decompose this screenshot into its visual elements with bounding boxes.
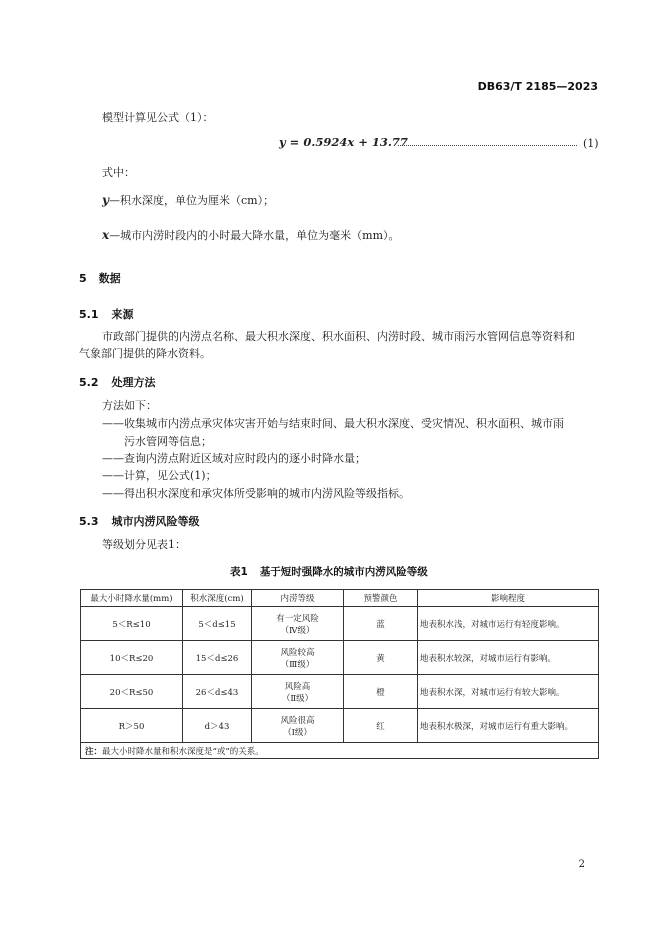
cell-level <box>252 607 344 641</box>
formula-number: (1) <box>583 137 599 150</box>
table-caption-label: 表1 <box>230 566 248 578</box>
cell-warning-color: 黄 <box>344 641 418 675</box>
section-5-number: 5 <box>79 272 87 285</box>
section-5-1-line-2: 气象部门提供的降水资料。 <box>79 347 211 360</box>
cell-level-name: 风险很高 <box>280 715 315 726</box>
formula-intro: 模型计算见公式（1）： <box>102 111 214 124</box>
variable-y-text: —积水深度，单位为厘米（cm）； <box>108 194 275 207</box>
header-impact: 影响程度 <box>418 590 599 607</box>
cell-depth: 15＜d≤26 <box>183 641 252 675</box>
table-note <box>81 743 599 759</box>
header-level: 内涝等级 <box>252 590 344 607</box>
cell-rainfall: 20＜R≤50 <box>81 675 183 709</box>
cell-impact: 地表积水浅，对城市运行有轻度影响。 <box>418 607 599 641</box>
variable-x-text: —城市内涝时段内的小时最大降水量，单位为毫米（mm）。 <box>109 229 400 242</box>
table-row <box>81 709 599 743</box>
variable-y-symbol: y <box>102 193 109 207</box>
section-5-3-heading <box>79 513 200 529</box>
section-5-1-title: 来源 <box>111 308 134 321</box>
method-item: ——计算，见公式(1)； <box>102 469 217 482</box>
method-item-continuation: 污水管网等信息； <box>124 435 212 448</box>
cell-impact: 地表积水极深，对城市运行有重大影响。 <box>418 709 599 743</box>
table-row <box>81 607 599 641</box>
section-5-2-heading <box>79 374 156 390</box>
cell-impact: 地表积水较深，对城市运行有影响。 <box>418 641 599 675</box>
formula-leader-dots <box>398 145 577 146</box>
header-depth: 积水深度(cm) <box>183 590 252 607</box>
section-5-3-number: 5.3 <box>79 515 99 528</box>
cell-level-grade: （Ⅲ级） <box>280 659 315 670</box>
cell-level-name: 风险高 <box>284 681 311 692</box>
cell-depth: d＞43 <box>183 709 252 743</box>
section-5-1-line-1: 市政部门提供的内涝点名称、最大积水深度、积水面积、内涝时段、城市雨污水管网信息等资料和 <box>102 330 575 343</box>
table-header-row <box>81 590 599 607</box>
cell-level-grade: （Ⅱ级） <box>281 693 314 704</box>
cell-depth: 26＜d≤43 <box>183 675 252 709</box>
table-row <box>81 641 599 675</box>
table-row <box>81 675 599 709</box>
cell-warning-color: 橙 <box>344 675 418 709</box>
section-5-1-number: 5.1 <box>79 308 99 321</box>
cell-rainfall: 5＜R≤10 <box>81 607 183 641</box>
method-item: ——查询内涝点附近区域对应时段内的逐小时降水量； <box>102 452 366 465</box>
section-5-3-title: 城市内涝风险等级 <box>111 515 200 528</box>
method-item: ——得出积水深度和承灾体所受影响的城市内涝风险等级指标。 <box>102 487 410 500</box>
cell-rainfall: R＞50 <box>81 709 183 743</box>
header-warning-color: 预警颜色 <box>344 590 418 607</box>
section-5-2-title: 处理方法 <box>111 376 156 389</box>
table-note-row <box>81 743 599 759</box>
cell-level-grade: （Ⅰ级） <box>283 727 312 738</box>
cell-level-grade: （Ⅳ级） <box>280 625 315 636</box>
variable-y-definition <box>102 194 274 207</box>
risk-level-table <box>80 589 599 759</box>
cell-level-name: 风险较高 <box>280 647 315 658</box>
method-item: ——收集城市内涝点承灾体灾害开始与结束时间、最大积水深度、受灾情况、积水面积、城市雨 <box>102 417 564 430</box>
cell-depth: 5＜d≤15 <box>183 607 252 641</box>
section-5-2-number: 5.2 <box>79 376 99 389</box>
cell-level-name: 有一定风险 <box>276 613 319 624</box>
table-caption-title: 基于短时强降水的城市内涝风险等级 <box>259 566 428 578</box>
cell-level <box>252 641 344 675</box>
section-5-3-intro: 等级划分见表1： <box>102 538 186 551</box>
cell-warning-color: 蓝 <box>344 607 418 641</box>
section-5-1-heading <box>79 306 134 322</box>
cell-rainfall: 10＜R≤20 <box>81 641 183 675</box>
variable-x-definition <box>102 229 400 242</box>
section-5-2-intro: 方法如下： <box>102 399 157 412</box>
formula-expression: y = 0.5924x + 13.77 <box>279 135 408 149</box>
table-caption <box>230 564 428 579</box>
cell-level <box>252 709 344 743</box>
standard-number: DB63/T 2185—2023 <box>477 80 598 93</box>
section-5-heading <box>79 270 121 286</box>
formula-where: 式中： <box>102 166 135 179</box>
page-number: 2 <box>578 859 585 870</box>
cell-impact: 地表积水深，对城市运行有较大影响。 <box>418 675 599 709</box>
section-5-title: 数据 <box>98 272 121 285</box>
table-note-text: 最大小时降水量和积水深度是“或”的关系。 <box>102 746 264 757</box>
table-note-label: 注： <box>85 746 103 757</box>
cell-level <box>252 675 344 709</box>
variable-x-symbol: x <box>102 228 110 242</box>
cell-warning-color: 红 <box>344 709 418 743</box>
header-rainfall: 最大小时降水量(mm) <box>81 590 183 607</box>
